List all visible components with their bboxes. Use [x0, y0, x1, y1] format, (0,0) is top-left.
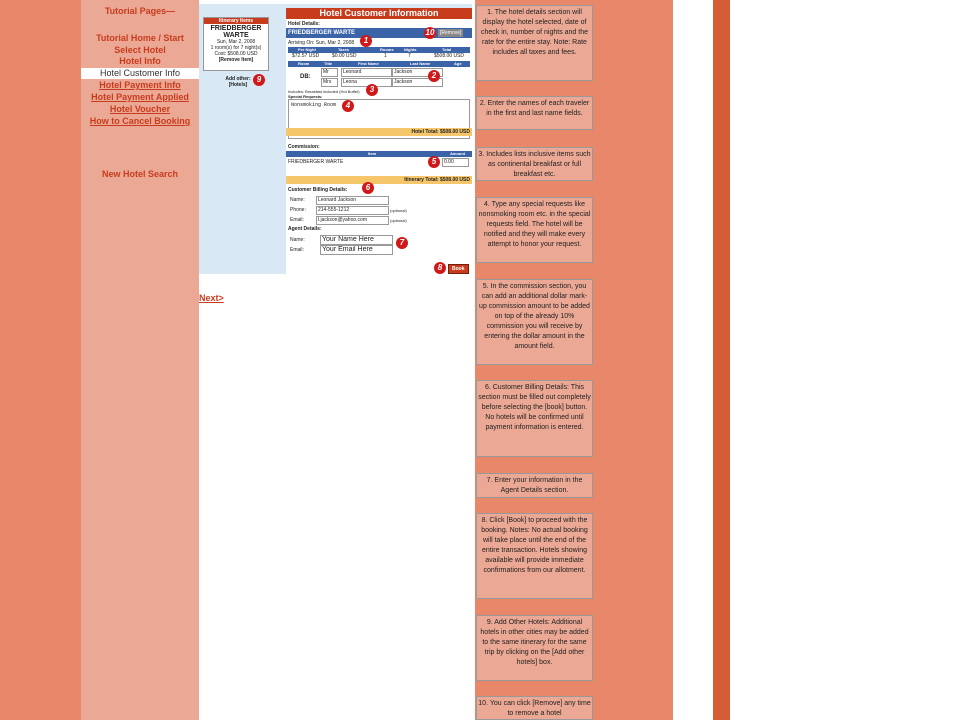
nav-item-hotel-voucher[interactable]: Hotel Voucher	[109, 104, 171, 114]
agent-name-label: Name:	[290, 237, 305, 243]
billing-email-label: Email:	[290, 217, 304, 223]
itinerary-remove-link: [Remove Item]	[218, 57, 254, 63]
agent-name-field: Your Name Here	[320, 235, 393, 245]
rate-header-per-night: Per Night	[298, 47, 316, 52]
commission-header-row	[286, 151, 472, 157]
guest1-title: Mr	[321, 68, 338, 77]
nav-title: Tutorial Pages—	[104, 6, 176, 16]
remove-button: [Remove]	[440, 30, 462, 36]
billing-phone-hint: (optional)	[390, 208, 407, 213]
customer-info-panel	[286, 8, 472, 274]
arriving-date: Arriving On: Sun, Mar 2, 2008	[288, 40, 355, 46]
marker-2: 2	[428, 70, 440, 82]
rate-taxes: $0.00 USD	[332, 53, 357, 59]
rate-nights: 7	[408, 53, 411, 59]
rate-header-taxes: Taxes	[338, 47, 350, 52]
guest-header-room: Room	[298, 61, 310, 66]
nav-item-select-hotel[interactable]: Select Hotel	[114, 45, 166, 55]
next-link[interactable]: Next>	[199, 293, 224, 303]
spacer	[673, 0, 713, 720]
rate-header-rooms: Rooms	[380, 47, 394, 52]
marker-9: 9	[253, 74, 265, 86]
guest-header-last: Last Name	[410, 61, 431, 66]
note-9: 9. Add Other Hotels: Additional hotels in other cities may be added to the same itinerary for the same trip by clicking on the [Add other hotels] box.	[476, 615, 593, 681]
rate-value-row	[288, 53, 470, 60]
itinerary-header: Itinerary Items	[204, 18, 268, 24]
itinerary-box	[203, 17, 269, 71]
includes-text: Includes: Breakfast included (Hot Buffet)	[288, 89, 360, 94]
left-margin	[0, 0, 81, 720]
itinerary-cost: Cost: $508.00 USD	[214, 51, 258, 57]
note-1: 1. The hotel details section will display the hotel selected, date of check in, number of nights and the rate for the entire stay. Note: Rate includes all taxes and fees.	[476, 5, 593, 81]
guest2-title: Mrs	[321, 78, 338, 87]
marker-10: 10	[425, 28, 435, 37]
commission-header-amount: Amount	[450, 151, 466, 156]
screenshot-image	[199, 4, 472, 274]
marker-3: 3	[366, 84, 378, 96]
room-label: DB:	[300, 74, 311, 80]
marker-1: 1	[360, 35, 372, 47]
billing-email-field: l.jackson@yahoo.com	[316, 216, 389, 225]
guest-header-age: Age	[454, 61, 462, 66]
guest2-last-name: Jackson	[392, 78, 443, 87]
hotel-details-heading: Hotel Details:	[288, 21, 320, 27]
add-other-hotels: Add other: [Hotels]	[225, 76, 251, 88]
tutorial-nav	[81, 0, 199, 720]
billing-heading: Customer Billing Details:	[288, 187, 348, 193]
guest-header-first: First Name	[358, 61, 379, 66]
billing-phone-label: Phone:	[290, 207, 306, 213]
nav-item-hotel-payment-info[interactable]: Hotel Payment Info	[99, 80, 181, 90]
nav-item-hotel-customer-info[interactable]: Hotel Customer Info	[81, 68, 199, 79]
billing-email-hint: (optional)	[390, 218, 407, 223]
hotel-total: Hotel Total: $508.00 USD	[411, 129, 470, 135]
special-requests-textarea: Nonsmoking Room	[288, 99, 470, 139]
guest-header-row	[288, 61, 470, 67]
right-accent-bar	[713, 0, 730, 720]
note-2: 2. Enter the names of each traveler in the first and last name fields.	[476, 96, 593, 130]
note-4: 4. Type any special requests like nonsmoking room etc. in the special requests field. The hotel will be notified and they will make every attempt to honor your request.	[476, 197, 593, 263]
nav-item-tutorial-home[interactable]: Tutorial Home / Start	[96, 33, 184, 43]
commission-header-item: Item	[368, 151, 377, 156]
marker-4: 4	[342, 100, 354, 112]
note-5: 5. In the commission section, you can add an additional dollar mark-up commission amount to be added on top of the already 10% commission you will receive by entering the dollar amount in the amount field.	[476, 279, 593, 365]
note-3: 3. Includes lists inclusive items such as continental breakfast or full breakfast etc.	[476, 147, 593, 181]
itinerary-total-bar	[286, 176, 472, 184]
itinerary-hotel-name: FRIEDBERGER WARTE	[210, 25, 262, 39]
rate-rooms: 1	[384, 53, 387, 59]
commission-amount-field: 0.00	[442, 158, 469, 167]
guest2-first-name: Leona	[341, 78, 392, 87]
rate-header-total: Total	[442, 47, 452, 52]
special-requests-label: Special Requests:	[288, 94, 323, 99]
note-10: 10. You can click [Remove] any time to remove a hotel	[476, 696, 593, 720]
guest-header-title: Title	[324, 61, 333, 66]
itinerary-rooms: 1 room(s) for 7 night(s)	[210, 45, 262, 51]
book-button: Book	[448, 264, 469, 274]
notes-column	[475, 0, 673, 720]
rate-per-night: $72.57 USD	[292, 53, 320, 59]
marker-6: 6	[362, 182, 374, 194]
nav-item-hotel-payment-applied[interactable]: Hotel Payment Applied	[91, 92, 189, 102]
billing-name-field: Leonard Jackson	[316, 196, 389, 205]
itinerary-total: Itinerary Total: $508.00 USD	[404, 177, 470, 183]
nav-item-cancel-booking[interactable]: How to Cancel Booking	[89, 116, 191, 126]
marker-7: 7	[396, 237, 408, 249]
itinerary-date: Sun, Mar 2, 2008	[216, 39, 256, 45]
agent-email-field: Your Email Here	[320, 245, 393, 255]
agent-email-label: Email:	[290, 247, 304, 253]
note-8: 8. Click [Book] to proceed with the booking. Notes: No actual booking will take place until the end of the entire transaction. Hotels showing available will provide immediate confirmations from our allotment.	[476, 513, 593, 599]
marker-5: 5	[428, 156, 440, 168]
rate-total: $508.00 USD	[434, 53, 465, 59]
panel-title: Hotel Customer Information	[286, 8, 472, 19]
commission-heading: Commission:	[288, 144, 320, 150]
nav-item-hotel-info[interactable]: Hotel Info	[119, 56, 161, 66]
rate-header-nights: Nights	[404, 47, 417, 52]
billing-name-label: Name:	[290, 197, 305, 203]
hotel-name: FRIEDBERGER WARTE	[288, 30, 356, 36]
main-content	[199, 0, 475, 720]
note-7: 7. Enter your information in the Agent Details section.	[476, 473, 593, 498]
commission-item: FRIEDBERGER WARTE	[288, 159, 344, 165]
note-6: 6. Customer Billing Details: This section must be filled out completely before selecting the [book] button. No hotels will be confirmed until payment information is entered.	[476, 380, 593, 457]
nav-item-new-hotel-search[interactable]: New Hotel Search	[101, 169, 179, 179]
guest1-first-name: Leonard	[341, 68, 392, 77]
guest1-last-name: Jackson	[392, 68, 443, 77]
agent-heading: Agent Details:	[288, 226, 322, 232]
hotel-total-bar	[286, 128, 472, 136]
marker-8: 8	[434, 262, 446, 274]
billing-phone-field: 214-555-1212	[316, 206, 389, 215]
